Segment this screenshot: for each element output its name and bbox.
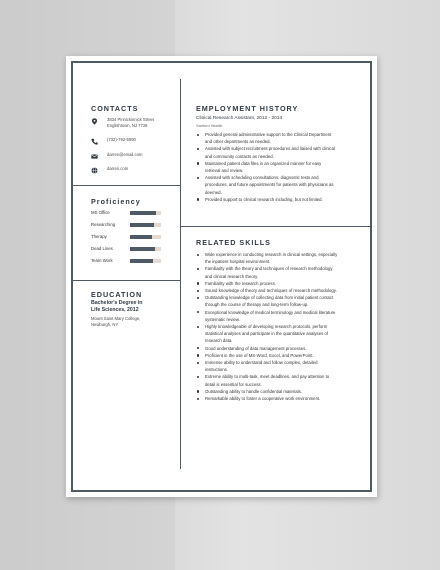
company-name: Sanford Health <box>196 123 222 128</box>
job-title: Clinical Research Assistant, 2012 - 2014 <box>196 116 283 121</box>
employment-heading: EMPLOYMENT HISTORY <box>196 104 299 113</box>
bullet-line: instructions. <box>205 367 228 373</box>
proficiency-label: Team Work <box>91 258 113 263</box>
bullet-line: retrieval and review. <box>205 168 244 174</box>
envelope-icon <box>91 153 98 160</box>
bullet-line: Outstanding knowledge of collecting data from initial patient contact <box>196 294 366 301</box>
degree-line2: Life Sciences, 2012 <box>91 307 139 313</box>
address-line1: 3834 Pinnickinnick Street <box>107 117 155 122</box>
education-school <box>91 316 140 328</box>
bullet-line: and clinical research theory. <box>205 273 259 279</box>
proficiency-fill <box>130 259 153 263</box>
school-line2: Newburgh, NY <box>91 322 119 327</box>
proficiency-fill <box>130 211 156 215</box>
phone-text: (732)-792-5890 <box>107 137 136 142</box>
employment-bullets <box>196 131 366 203</box>
contact-address <box>91 117 154 129</box>
proficiency-row <box>91 221 169 229</box>
bullet-line: Highly knowledgeable of developing research protocols, perform <box>196 323 366 330</box>
bullet-line: Provided general administrative support to the Clinical Department <box>196 131 366 138</box>
proficiency-fill <box>130 223 154 227</box>
website-text[interactable]: darren.com <box>107 166 129 171</box>
proficiency-label: Dead Lines <box>91 246 113 251</box>
bullet-line: deemed. <box>205 189 222 195</box>
proficiency-row <box>91 245 169 253</box>
proficiency-label: Therapy <box>91 234 107 239</box>
bullet-line: research data. <box>205 338 233 344</box>
proficiency-row <box>91 209 169 217</box>
bullet-line: Immense ability to understand and follow complex, detailed <box>196 359 366 366</box>
contact-phone <box>91 137 136 145</box>
bullet-line: Familiarity with the research process. <box>196 280 366 287</box>
bullet-line: Provided support to clinical research including, but not limited. <box>196 196 366 203</box>
bullet-line: the inpatient hospital environment. <box>205 259 271 265</box>
email-text[interactable]: darren@email.com <box>107 152 143 157</box>
proficiency-bar <box>130 211 161 215</box>
column-divider <box>180 79 181 469</box>
proficiency-row <box>91 257 169 265</box>
school-line1: Mount Saint Mary College, <box>91 316 141 321</box>
address-text <box>107 117 154 129</box>
phone-icon <box>91 138 98 145</box>
education-degree <box>91 300 142 314</box>
bullet-line: Exceptional knowledge of medical terminology and medical literature <box>196 309 366 316</box>
bullet-line: and community contacts as needed. <box>205 153 274 159</box>
divider-contacts <box>71 185 180 186</box>
bullet-line: through the course of therapy and long-term follow-up. <box>205 302 309 308</box>
bullet-line: Proficient in the use of MS-Word, Excel, and PowerPoint. <box>196 352 366 359</box>
bullet-line: Remarkable ability to foster a cooperative work environment. <box>196 395 366 402</box>
proficiency-bar <box>130 247 161 251</box>
proficiency-row <box>91 233 169 241</box>
contact-email[interactable] <box>91 152 142 160</box>
bullet-line: and other departments as needed. <box>205 139 271 145</box>
bullet-line: detail is essential for success. <box>205 381 262 387</box>
bullet-line: procedures, and future appointments for patients with physicians as <box>205 182 334 188</box>
bullet-line: statistical analyses and participate in the quantitative analyses of <box>205 331 329 337</box>
skills-heading: RELATED SKILLS <box>196 238 271 247</box>
proficiency-bar <box>130 259 161 263</box>
resume-page <box>66 56 377 497</box>
bullet-line: Assisted with subject recruitment procedures and liaised with clinical <box>196 145 366 152</box>
degree-line1: Bachelor's Degree in <box>91 300 143 306</box>
proficiency-heading: Proficiency <box>91 197 141 206</box>
skills-bullets <box>196 251 366 402</box>
divider-employment <box>180 226 372 227</box>
bullet-line: Maintained patient data files in an organized manner for easy <box>196 160 366 167</box>
location-pin-icon <box>91 118 98 125</box>
contacts-heading: CONTACTS <box>91 104 139 113</box>
proficiency-label: Researching <box>91 222 116 227</box>
contact-website[interactable] <box>91 166 128 174</box>
bullet-line: Assisted with scheduling consultations, diagnostic tests and <box>196 174 366 181</box>
address-line2: Englishtown, NJ 7726 <box>107 123 148 129</box>
bullet-line: Extreme ability to multi-task, meet deadlines, and pay attention to <box>196 373 366 380</box>
bullet-line: systematic review. <box>205 316 240 322</box>
globe-icon <box>91 167 98 174</box>
bullet-line: Sound knowledge of theory and techniques of research methodology. <box>196 287 366 294</box>
proficiency-bar <box>130 223 161 227</box>
bullet-line: Wide experience in conducting research in clinical settings, especially <box>196 251 366 258</box>
divider-proficiency <box>71 280 180 281</box>
proficiency-fill <box>130 235 152 239</box>
proficiency-label: MS Office <box>91 210 110 215</box>
bullet-line: Familiarity with the theory and techniques of research methodology <box>196 265 366 272</box>
bullet-line: Outstanding ability to handle confidential materials. <box>196 388 366 395</box>
proficiency-fill <box>130 247 155 251</box>
education-heading: EDUCATION <box>91 290 143 299</box>
proficiency-bar <box>130 235 161 239</box>
bullet-line: Good understanding of data management processes. <box>196 345 366 352</box>
